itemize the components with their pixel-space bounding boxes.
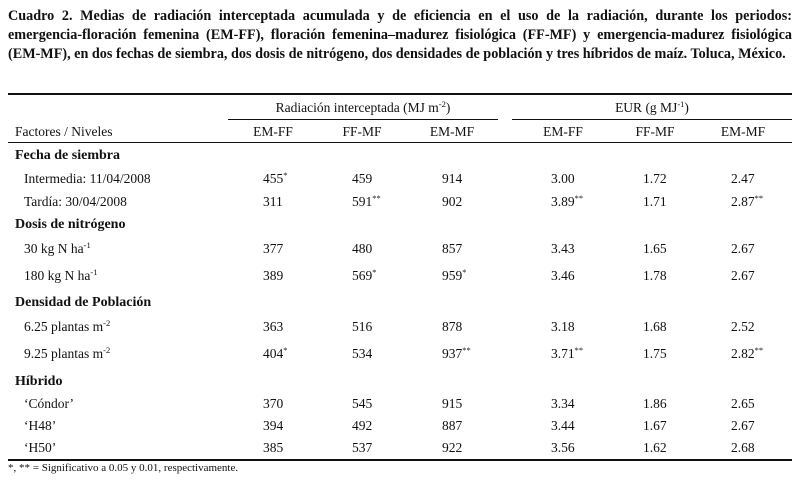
- cell-value: 537: [352, 440, 373, 455]
- cell-value: 377: [263, 241, 284, 256]
- table-cell: [263, 440, 283, 456]
- row-label-text: ‘Cóndor’: [24, 396, 74, 411]
- table-cell: [551, 418, 575, 434]
- cell-value: 2.87: [731, 194, 755, 209]
- table-cell: [643, 194, 667, 210]
- cell-value: 2.67: [731, 268, 755, 283]
- header-rule: [8, 142, 792, 143]
- cell-value: 480: [352, 241, 373, 256]
- header-group-radiacion-exp: -2: [438, 99, 446, 109]
- header-group-eur-exp: -1: [677, 99, 685, 109]
- table-cell: [643, 268, 667, 284]
- cell-value: 455: [263, 171, 284, 186]
- header-group-eur: [512, 100, 792, 116]
- table-cell: [263, 418, 283, 434]
- row-label: [24, 440, 56, 456]
- cell-value: 591: [352, 194, 373, 209]
- header-row-label: Factores / Niveles: [15, 124, 113, 139]
- row-label-exponent: -2: [103, 318, 111, 328]
- table-cell: [643, 396, 667, 412]
- table-cell: [643, 418, 667, 434]
- table-cell: [352, 440, 372, 456]
- table-cell: [352, 171, 372, 187]
- significance-mark: *: [462, 267, 467, 277]
- cell-value: 1.71: [643, 194, 667, 209]
- row-label: [24, 241, 91, 257]
- cell-value: 1.65: [643, 241, 667, 256]
- row-label-exponent: -1: [83, 240, 91, 250]
- table-cell: [263, 194, 283, 210]
- header-group-radiacion: [228, 100, 498, 116]
- row-label: [24, 171, 151, 187]
- cell-value: 569: [352, 268, 373, 283]
- table-cell: [263, 346, 288, 362]
- cell-value: 516: [352, 319, 373, 334]
- table-cell: [643, 440, 667, 456]
- table-cell: [442, 194, 462, 210]
- significance-mark: **: [372, 193, 381, 203]
- table-cell: [551, 319, 575, 335]
- table-caption: Cuadro 2. Medias de radiación interceptada acumulada y de eficiencia en el uso de la radiación, durante los periodos: emergencia-floración femenina (EM-FF), floración femenina–madurez fisiológica (FF-MF) y emergencia-madurez fisiológica (EM-MF), en dos fechas de siembra, dos dosis de nitrógeno, dos densidades de población y tres híbridos de maíz. Toluca, México.: [8, 8, 792, 63]
- table-cell: [442, 241, 462, 257]
- significance-mark: *: [372, 267, 377, 277]
- table-cell: [442, 319, 462, 335]
- row-label: [24, 396, 74, 412]
- column-header: FF-MF: [342, 124, 382, 139]
- row-label-text: Tardía: 30/04/2008: [24, 194, 127, 209]
- table-cell: [643, 241, 667, 257]
- row-label-exponent: -2: [103, 345, 111, 355]
- table-cell: [352, 268, 377, 284]
- group-title: Fecha de siembra: [15, 148, 120, 163]
- bottom-rule: [8, 459, 792, 461]
- table-cell: [352, 418, 372, 434]
- row-label: [24, 194, 127, 210]
- table-cell: [731, 241, 755, 257]
- table-cell: [551, 171, 575, 187]
- table-cell: [551, 241, 575, 257]
- table-cell: [352, 346, 372, 362]
- table-cell: [551, 346, 583, 362]
- header-group-eur-text: EUR (g MJ: [615, 100, 678, 115]
- row-label: [24, 319, 110, 335]
- cell-value: 394: [263, 418, 284, 433]
- table-cell: [731, 319, 755, 335]
- cell-value: 2.82: [731, 346, 755, 361]
- cell-value: 3.71: [551, 346, 575, 361]
- cell-value: 887: [442, 418, 463, 433]
- significance-mark: **: [462, 345, 471, 355]
- header-group-radiacion-close: ): [445, 100, 451, 115]
- cell-value: 2.47: [731, 171, 755, 186]
- cell-value: 2.68: [731, 440, 755, 455]
- cell-value: 3.89: [551, 194, 575, 209]
- cell-value: 3.44: [551, 418, 575, 433]
- cell-value: 3.43: [551, 241, 575, 256]
- table-cell: [352, 396, 372, 412]
- cell-value: 534: [352, 346, 373, 361]
- cell-value: 459: [352, 171, 373, 186]
- table-cell: [731, 194, 763, 210]
- table-cell: [263, 241, 283, 257]
- cell-value: 3.46: [551, 268, 575, 283]
- table-cell: [731, 346, 763, 362]
- table-cell: [731, 268, 755, 284]
- cell-value: 3.56: [551, 440, 575, 455]
- cell-value: 1.62: [643, 440, 667, 455]
- row-label-exponent: -1: [90, 267, 98, 277]
- group-title: Híbrido: [15, 374, 63, 389]
- cell-value: 937: [442, 346, 463, 361]
- cell-value: 922: [442, 440, 463, 455]
- table-cell: [263, 268, 283, 284]
- table-cell: [442, 346, 471, 362]
- column-header: EM-MF: [429, 124, 475, 139]
- row-label-text: 9.25 plantas m: [24, 346, 104, 361]
- table-cell: [352, 194, 381, 210]
- significance-mark: *: [283, 345, 288, 355]
- cell-value: 914: [442, 171, 463, 186]
- header-group-radiacion-text: Radiación interceptada (MJ m: [275, 100, 439, 115]
- table-cell: [442, 418, 462, 434]
- cell-value: 1.72: [643, 171, 667, 186]
- cell-value: 1.67: [643, 418, 667, 433]
- table-cell: [352, 319, 372, 335]
- row-label: [24, 418, 56, 434]
- subrule-eur: [512, 119, 792, 120]
- table-cell: [442, 171, 462, 187]
- table-cell: [731, 396, 755, 412]
- cell-value: 1.78: [643, 268, 667, 283]
- cell-value: 311: [263, 194, 283, 209]
- table-cell: [731, 418, 755, 434]
- cell-value: 915: [442, 396, 463, 411]
- column-header: EM-FF: [543, 124, 583, 139]
- table-cell: [551, 396, 575, 412]
- table-cell: [551, 440, 575, 456]
- footnote: *, ** = Significativo a 0.05 y 0.01, respectivamente.: [8, 462, 239, 474]
- cell-value: 3.34: [551, 396, 575, 411]
- cell-value: 902: [442, 194, 463, 209]
- cell-value: 545: [352, 396, 373, 411]
- row-label-text: ‘H50’: [24, 440, 57, 455]
- group-title: Dosis de nitrógeno: [15, 217, 126, 232]
- cell-value: 370: [263, 396, 284, 411]
- cell-value: 2.65: [731, 396, 755, 411]
- table-cell: [643, 171, 667, 187]
- row-label-text: Intermedia: 11/04/2008: [24, 171, 151, 186]
- cell-value: 1.86: [643, 396, 667, 411]
- cell-value: 363: [263, 319, 284, 334]
- column-header: EM-MF: [720, 124, 766, 139]
- cell-value: 878: [442, 319, 463, 334]
- cell-value: 1.75: [643, 346, 667, 361]
- cell-value: 2.67: [731, 418, 755, 433]
- top-rule: [8, 93, 792, 95]
- table-cell: [551, 194, 583, 210]
- column-header: EM-FF: [253, 124, 293, 139]
- table-cell: [352, 241, 372, 257]
- group-title: Densidad de Población: [15, 295, 152, 310]
- significance-mark: **: [574, 345, 584, 355]
- cell-value: 2.67: [731, 241, 755, 256]
- row-label-text: ‘H48’: [24, 418, 57, 433]
- header-group-eur-close: ): [684, 100, 689, 115]
- column-header: FF-MF: [635, 124, 675, 139]
- cell-value: 857: [442, 241, 463, 256]
- table-cell: [263, 319, 283, 335]
- cell-value: 959: [442, 268, 463, 283]
- table-cell: [263, 396, 283, 412]
- table-cell: [731, 171, 755, 187]
- cell-value: 389: [263, 268, 284, 283]
- row-label-text: 180 kg N ha: [24, 268, 91, 283]
- cell-value: 3.18: [551, 319, 575, 334]
- row-label-text: 6.25 plantas m: [24, 319, 104, 334]
- row-label: [24, 346, 110, 362]
- significance-mark: *: [283, 170, 288, 180]
- cell-value: 2.52: [731, 319, 755, 334]
- table-cell: [442, 440, 462, 456]
- row-label-text: 30 kg N ha: [24, 241, 84, 256]
- significance-mark: **: [574, 193, 584, 203]
- table-cell: [643, 346, 667, 362]
- table-cell: [442, 268, 467, 284]
- cell-value: 385: [263, 440, 284, 455]
- table-cell: [442, 396, 462, 412]
- cell-value: 3.00: [551, 171, 575, 186]
- row-label: [24, 268, 97, 284]
- table-cell: [263, 171, 288, 187]
- table-cell: [731, 440, 755, 456]
- cell-value: 404: [263, 346, 284, 361]
- subrule-radiacion: [228, 119, 498, 120]
- cell-value: 1.68: [643, 319, 667, 334]
- significance-mark: **: [754, 345, 764, 355]
- cell-value: 492: [352, 418, 373, 433]
- significance-mark: **: [754, 193, 764, 203]
- table-cell: [643, 319, 667, 335]
- table-cell: [551, 268, 575, 284]
